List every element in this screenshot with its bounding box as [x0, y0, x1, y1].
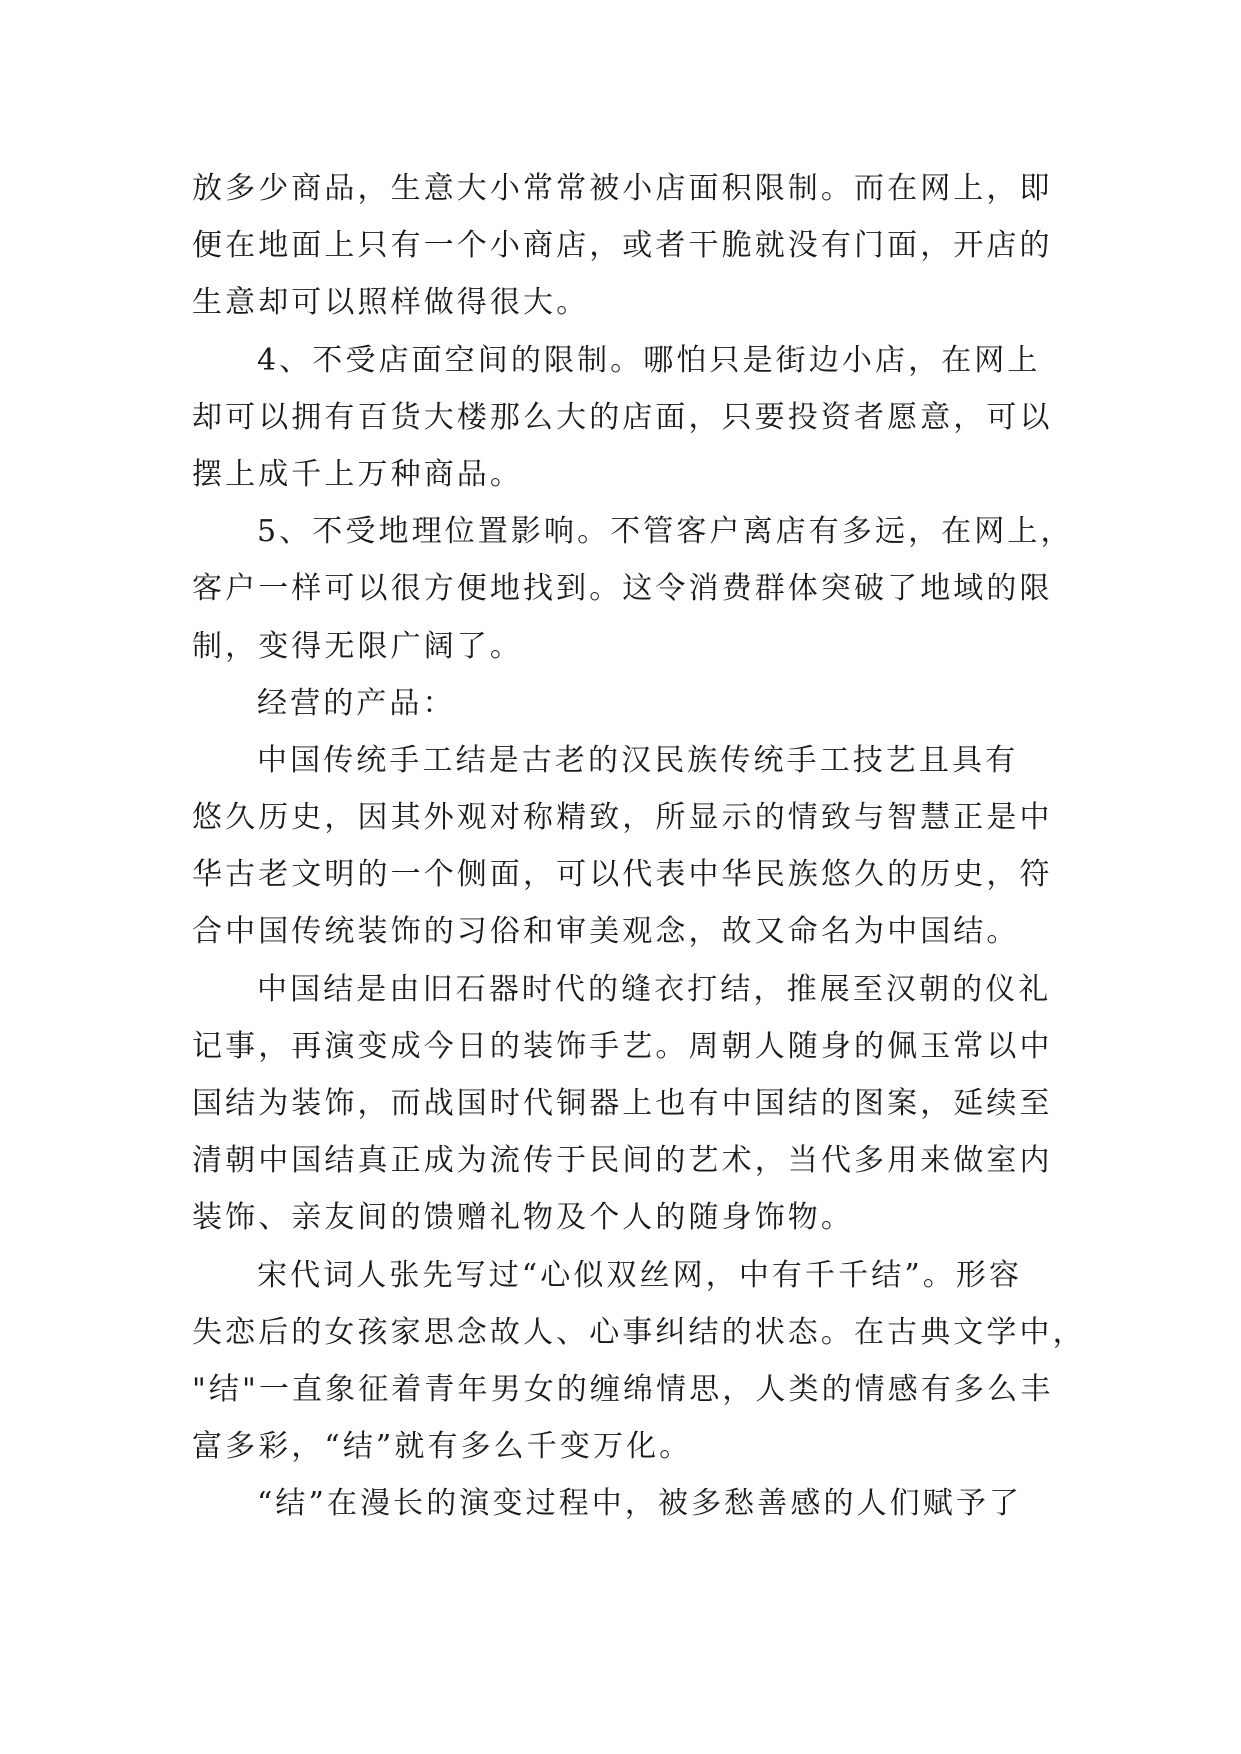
text-line: 中国传统手工结是古老的汉民族传统手工技艺且具有	[257, 742, 1019, 778]
text-line: 5、不受地理位置影响。不管客户离店有多远，在网上，	[257, 514, 1074, 550]
text-line: 失恋后的女孩家思念故人、心事纠结的状态。在古典文学中，	[192, 1314, 1086, 1350]
text-line: 摆上成千上万种商品。	[192, 456, 523, 492]
section-heading: 经营的产品：	[257, 685, 456, 721]
text-line: 合中国传统装饰的习俗和审美观念，故又命名为中国结。	[192, 914, 1020, 950]
text-line: 富多彩，“结”就有多么千变万化。	[192, 1429, 693, 1465]
text-line: 清朝中国结真正成为流传于民间的艺术，当代多用来做室内	[192, 1143, 1053, 1179]
text-line: 中国结是由旧石器时代的缝衣打结，推展至汉朝的仪礼	[257, 971, 1052, 1007]
text-line: 4、不受店面空间的限制。哪怕只是街边小店，在网上	[257, 342, 1041, 378]
text-line: 放多少商品，生意大小常常被小店面积限制。而在网上，即	[192, 171, 1053, 206]
text-line: 生意却可以照样做得很大。	[192, 285, 590, 321]
text-line: 记事，再演变成今日的装饰手艺。周朝人随身的佩玉常以中	[192, 1028, 1053, 1064]
text-line: 却可以拥有百货大楼那么大的店面，只要投资者愿意，可以	[192, 399, 1053, 435]
text-line: 装饰、亲友间的馈赠礼物及个人的随身饰物。	[192, 1200, 854, 1236]
text-line: 华古老文明的一个侧面，可以代表中华民族悠久的历史，符	[192, 857, 1053, 893]
text-line: 客户一样可以很方便地找到。这令消费群体突破了地域的限	[192, 571, 1053, 607]
text-line: 制，变得无限广阔了。	[192, 628, 523, 664]
text-line: 国结为装饰，而战国时代铜器上也有中国结的图案，延续至	[192, 1086, 1053, 1121]
text-line: 宋代词人张先写过“心似双丝网，中有千千结”。形容	[257, 1257, 1023, 1293]
text-line: "结"一直象征着青年男女的缠绵情思，人类的情感有多么丰	[192, 1371, 1054, 1407]
body-text	[192, 160, 1086, 1533]
text-line: 悠久历史，因其外观对称精致，所显示的情致与智慧正是中	[192, 800, 1053, 836]
text-line: “结”在漫长的演变过程中，被多愁善感的人们赋予了	[257, 1486, 1023, 1522]
text-line: 便在地面上只有一个小商店，或者干脆就没有门面，开店的	[192, 228, 1053, 264]
